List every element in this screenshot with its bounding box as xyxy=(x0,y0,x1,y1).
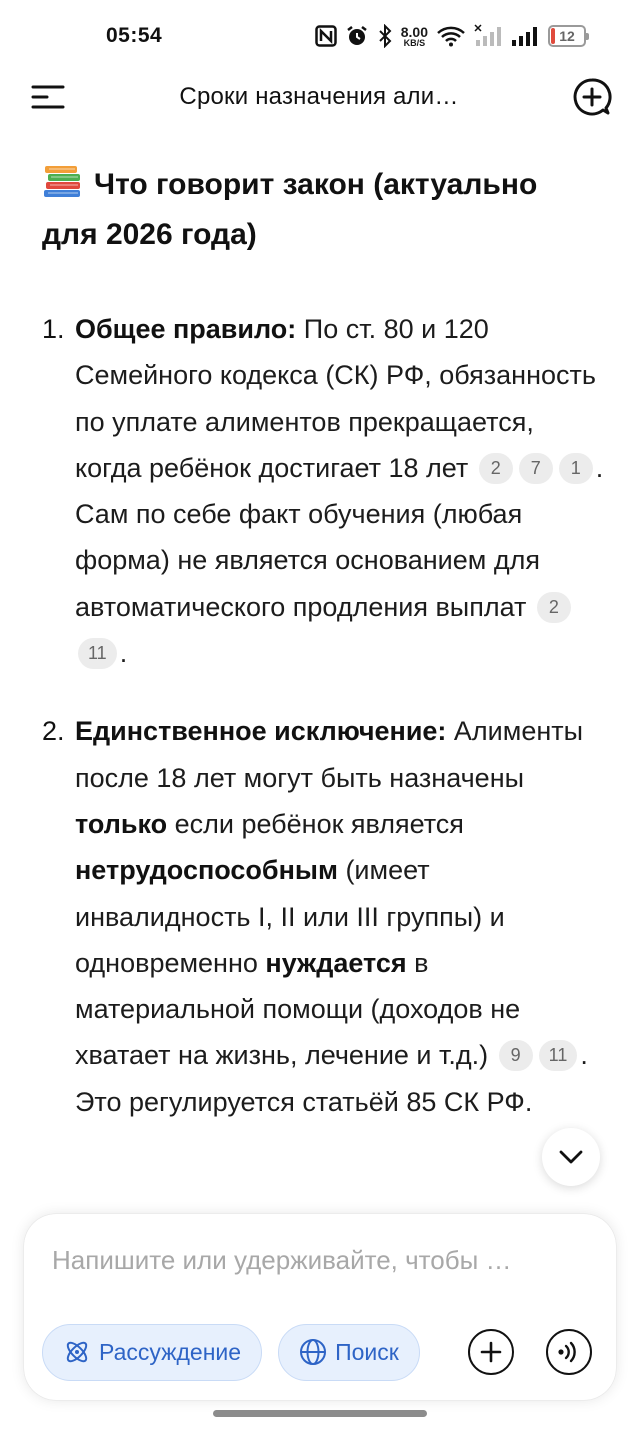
alarm-icon xyxy=(345,24,369,48)
status-time: 05:54 xyxy=(106,24,163,47)
bold-text: нетрудоспособным xyxy=(75,855,338,886)
menu-icon xyxy=(31,84,65,110)
bold-text: Общее правило: xyxy=(75,314,297,344)
chevron-down-icon xyxy=(559,1150,583,1164)
text-segment: в материальной помощи (доходов не хватает на жизнь, лечение и т.д.) xyxy=(75,947,521,1071)
voice-wave-icon xyxy=(556,1341,582,1363)
reasoning-label: Рассуждение xyxy=(99,1338,242,1365)
list-item-number: 1. xyxy=(42,314,65,344)
battery-level: 12 xyxy=(559,28,575,44)
citation-badge[interactable]: 2 xyxy=(537,592,571,623)
nfc-icon xyxy=(315,25,337,47)
plus-icon xyxy=(480,1341,502,1363)
new-chat-button[interactable] xyxy=(570,75,614,119)
text-segment: . xyxy=(119,638,128,669)
section-heading xyxy=(42,160,604,260)
text-segment: По ст. 80 и 120 Семейного кодекса (СК) РФ, обязанность по уплате алиментов прекращается, когда ребёнок достигает 18 лет xyxy=(75,314,596,483)
books-icon xyxy=(42,163,84,199)
conversation-title[interactable]: Сроки назначения али… xyxy=(179,83,459,110)
list-item-text xyxy=(75,306,604,676)
content-fade xyxy=(0,1172,640,1212)
bold-text: только xyxy=(75,808,168,839)
app-bar xyxy=(0,72,640,122)
numbered-list xyxy=(42,306,604,1125)
status-icons xyxy=(315,24,586,48)
menu-button[interactable] xyxy=(28,77,68,117)
status-bar xyxy=(0,0,640,72)
message-composer xyxy=(24,1214,616,1400)
text-segment: . Сам по себе факт обучения (любая форма) не является основанием для автоматического продления выплат xyxy=(75,452,604,622)
list-item xyxy=(42,306,604,676)
attach-button[interactable] xyxy=(468,1329,514,1375)
composer-tools xyxy=(42,1323,592,1381)
new-chat-icon xyxy=(572,77,612,117)
battery-icon xyxy=(548,25,586,47)
wifi-icon xyxy=(436,25,466,47)
reasoning-toggle[interactable] xyxy=(42,1324,262,1381)
text-segment: если ребёнок является xyxy=(167,808,464,839)
text-segment: Алименты после 18 лет могут быть назначены xyxy=(75,716,584,793)
list-item-text xyxy=(75,708,604,1125)
section-heading-text: Что говорит закон (актуально для 2026 года) xyxy=(42,168,538,251)
bold-text: нуждается xyxy=(265,947,407,978)
citation-badge[interactable]: 1 xyxy=(559,453,593,484)
signal-icon xyxy=(510,24,538,48)
message-input[interactable] xyxy=(52,1240,582,1280)
voice-button[interactable] xyxy=(546,1329,592,1375)
list-item-number: 2. xyxy=(42,716,65,747)
atom-icon xyxy=(63,1338,91,1366)
scroll-down-button[interactable] xyxy=(542,1128,600,1186)
globe-icon xyxy=(299,1338,327,1366)
citation-badge[interactable]: 9 xyxy=(499,1040,533,1071)
citation-badge[interactable]: 11 xyxy=(78,638,117,669)
citation-badge[interactable]: 2 xyxy=(479,453,513,484)
bluetooth-icon xyxy=(377,24,393,48)
search-toggle[interactable] xyxy=(278,1324,420,1381)
text-segment: . Это регулируется статьёй 85 СК РФ. xyxy=(75,1040,588,1117)
text-segment: (имеет инвалидность I, II или III группы) и одновременно xyxy=(75,855,505,978)
message-content xyxy=(0,122,640,1212)
citation-badge[interactable]: 11 xyxy=(539,1040,578,1071)
home-indicator[interactable] xyxy=(213,1410,427,1417)
list-item xyxy=(42,708,604,1125)
signal-icon xyxy=(474,24,502,48)
citation-badge[interactable]: 7 xyxy=(519,453,553,484)
network-speed: 8.00 KB/S xyxy=(400,23,428,48)
bold-text: Единственное исключение: xyxy=(75,716,447,747)
search-label: Поиск xyxy=(335,1338,399,1365)
